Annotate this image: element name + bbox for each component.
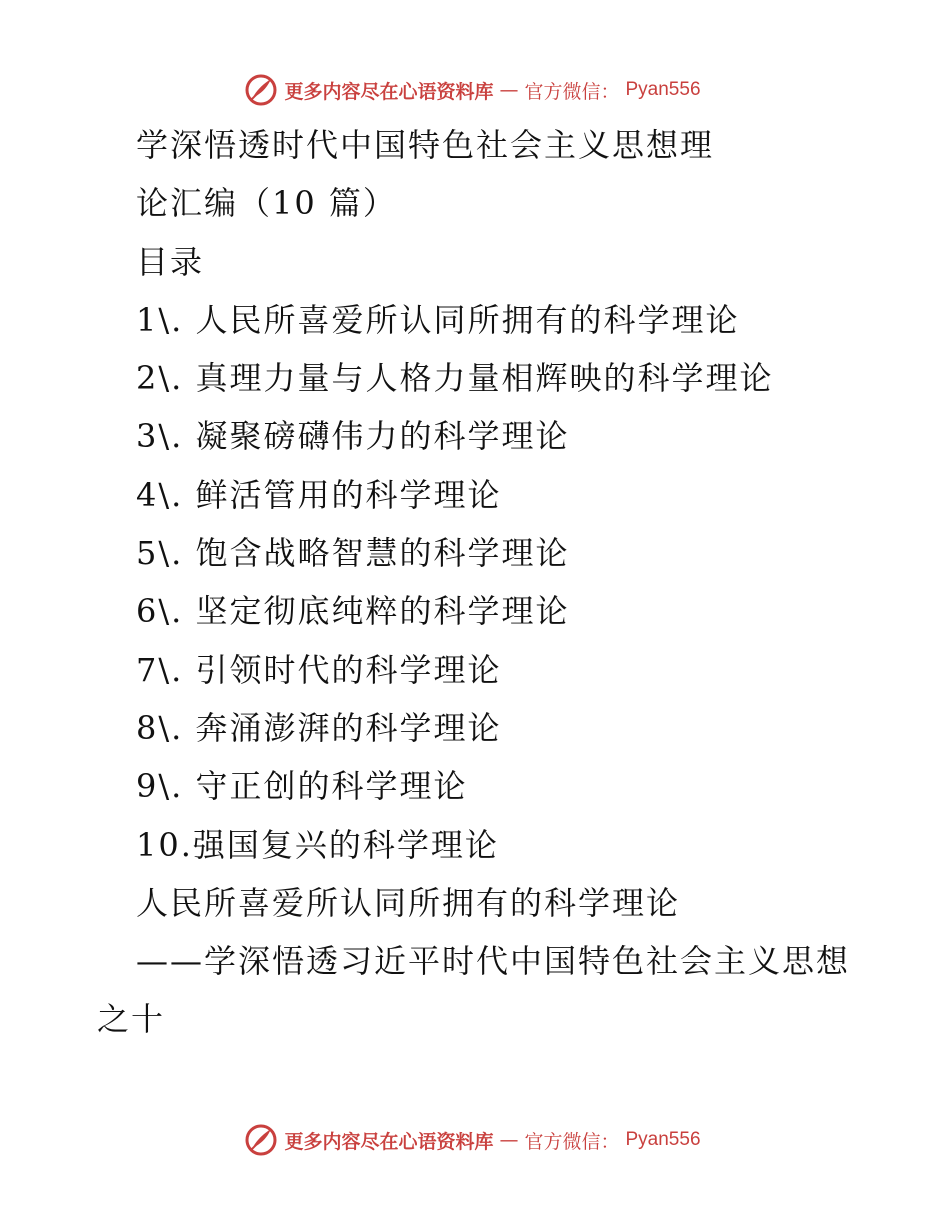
document-title-line-2: 论汇编（10 篇） — [136, 184, 397, 223]
toc-item-4: 4\. 鲜活管用的科学理论 — [136, 475, 502, 514]
quill-pen-logo-icon — [244, 73, 278, 107]
toc-item-5: 5\. 饱含战略智慧的科学理论 — [136, 534, 570, 573]
article-subtitle-line-1: ——学深悟透习近平时代中国特色社会主义思想 — [136, 942, 851, 981]
toc-item-3: 3\. 凝聚磅礴伟力的科学理论 — [136, 417, 570, 456]
toc-item-1: 1\. 人民所喜爱所认同所拥有的科学理论 — [136, 300, 740, 339]
toc-item-9: 9\. 守正创的科学理论 — [136, 767, 468, 806]
footer-banner-content — [244, 1123, 700, 1157]
toc-item-10: 10.强国复兴的科学理论 — [136, 825, 499, 864]
footer-banner-wechat-label: 官方微信： — [524, 1130, 620, 1153]
toc-item-6: 6\. 坚定彻底纯粹的科学理论 — [136, 592, 570, 631]
article-title: 人民所喜爱所认同所拥有的科学理论 — [136, 883, 681, 922]
footer-banner — [0, 1120, 950, 1160]
toc-item-7: 7\. 引领时代的科学理论 — [136, 650, 502, 689]
footer-banner-separator: — — [499, 1129, 519, 1151]
article-subtitle-line-2: 之十 — [97, 1000, 166, 1039]
banner-wechat-label: 官方微信： — [524, 80, 620, 103]
toc-item-8: 8\. 奔涌澎湃的科学理论 — [136, 708, 502, 747]
banner-separator: — — [499, 79, 519, 101]
toc-item-2: 2\. 真理力量与人格力量相辉映的科学理论 — [136, 359, 774, 398]
footer-banner-wechat-id: Pyan556 — [625, 1129, 701, 1150]
header-banner — [0, 70, 950, 110]
banner-main-text: 更多内容尽在心语资料库 — [284, 80, 494, 103]
footer-banner-main-text: 更多内容尽在心语资料库 — [284, 1130, 494, 1153]
quill-pen-logo-icon — [244, 1123, 278, 1157]
document-title-line-1: 学深悟透时代中国特色社会主义思想理 — [136, 126, 715, 164]
banner-wechat-id: Pyan556 — [625, 79, 701, 100]
header-banner-content — [244, 73, 700, 107]
document-body — [0, 116, 950, 1049]
toc-heading: 目录 — [136, 242, 205, 281]
